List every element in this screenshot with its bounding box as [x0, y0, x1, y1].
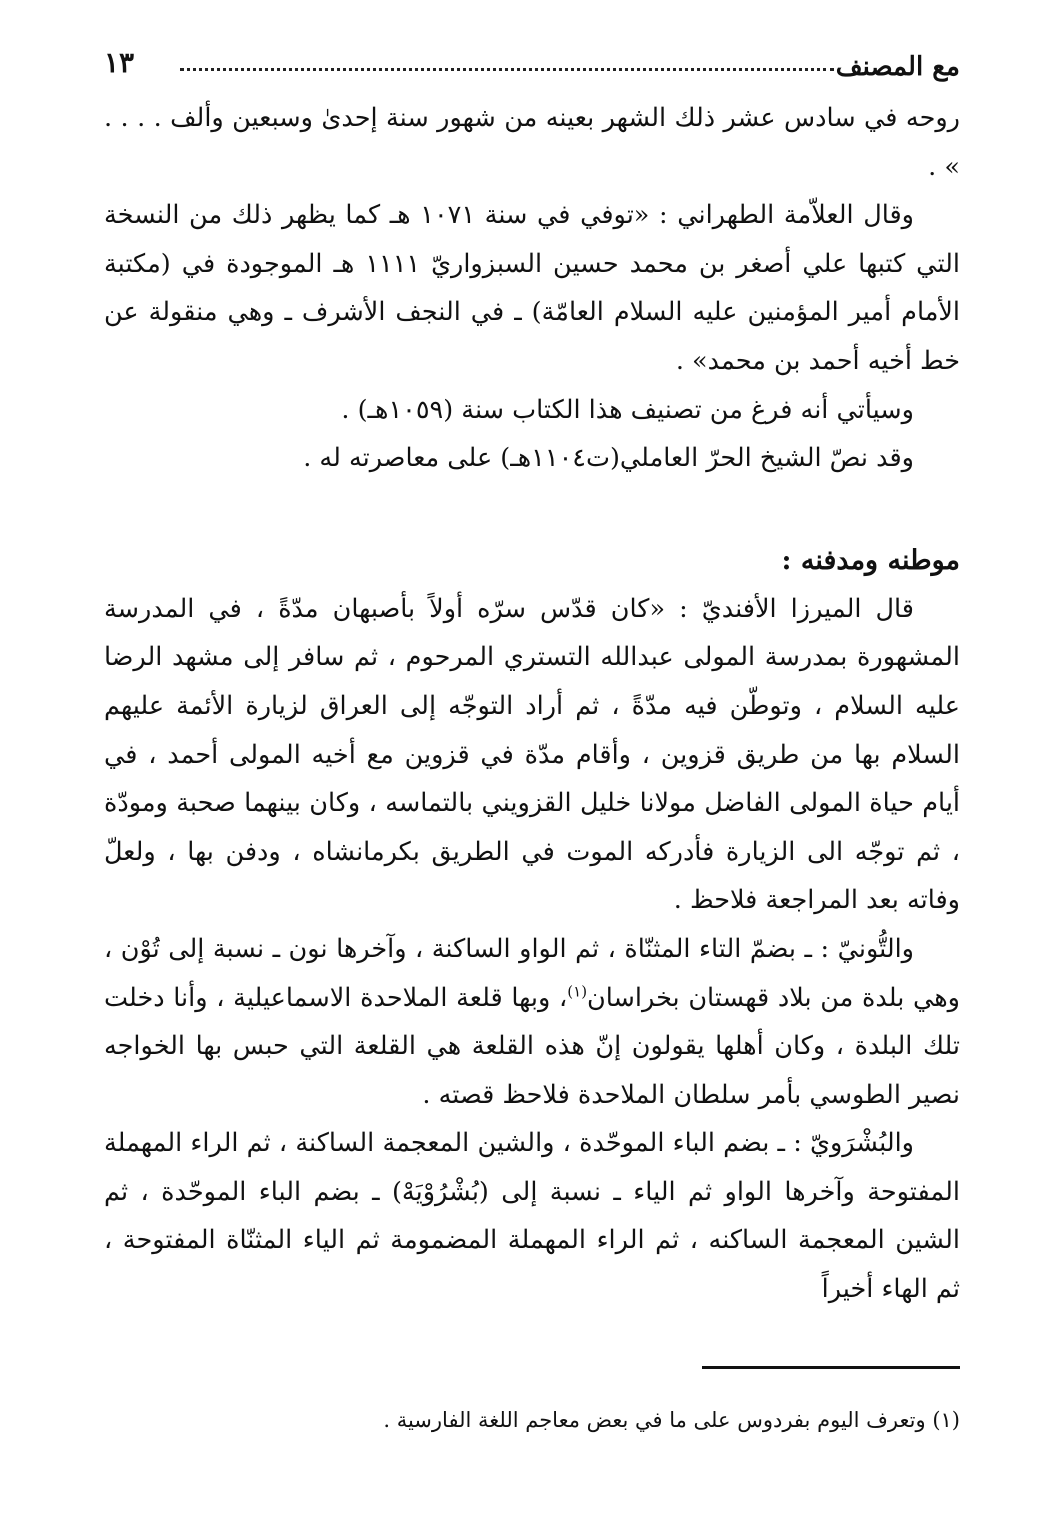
- footnote: (١) وتعرف اليوم بفردوس على ما في بعض معاجم اللغة الفارسية .: [383, 1408, 960, 1432]
- header-dot-leader: [180, 54, 834, 71]
- footnote-separator: [702, 1366, 960, 1369]
- footnote-reference[interactable]: (١): [567, 982, 588, 1000]
- section-spacer: [104, 483, 960, 537]
- paragraph-tehrani-quote: وقال العلاّمة الطهراني : «توفي في سنة ١٠٧١ هـ كما يظهر ذلك من النسخة التي كتبها علي أصغر بن محمد حسين السبزواريّ ١١١١ هـ الموجودة في (مكتبة الأمام أمير المؤمنين عليه السلام العامّة) ـ في النجف الأشرف ـ وهي منقولة عن خط أخيه أحمد بن محمد» .: [104, 200, 960, 376]
- page-number: ١٣: [104, 46, 135, 79]
- book-page: [104, 36, 960, 1496]
- paragraph-tuni-end: ، وبها قلعة الملاحدة الاسماعيلية ، وأنا دخلت تلك البلدة ، وكان أهلها يقولون إنّ هذه القلعة هي القلعة التي حبس بها الخواجه نصير الطوسي بأمر سلطان الملاحدة فلاحظ قصته .: [104, 982, 960, 1110]
- paragraph-completion-date: وسيأتي أنه فرغ من تصنيف هذا الكتاب سنة (١٠٥٩هـ) .: [341, 394, 914, 425]
- paragraph-afandi-quote: قال الميرزا الأفنديّ : «كان قدّس سرّه أولاً بأصبهان مدّةً ، في المدرسة المشهورة بمدرسة المولى عبدالله التستري المرحوم ، ثم سافر إلى مشهد الرضا عليه السلام ، وتوطّن فيه مدّةً ، ثم أراد التوجّه إلى العراق لزيارة الأئمة عليهم السلام بها من طريق قزوين ، وأقام مدّة في قزوين مع أخيه المولى أحمد ، في أيام حياة المولى الفاضل مولانا خليل القزويني بالتماسه ، وكان بينهما صحبة ومودّة ، ثم توجّه الى الزيارة فأدركه الموت في الطريق بكرمانشاه ، ودفن بها ، ولعلّ وفاته بعد المراجعة فلاحظ .: [104, 593, 960, 916]
- section-heading: موطنه ومدفنه :: [781, 544, 960, 576]
- paragraph-hurr-amili: وقد نصّ الشيخ الحرّ العاملي(ت١١٠٤هـ) على معاصرته له .: [303, 443, 914, 474]
- running-header-title: مع المصنف: [835, 52, 960, 82]
- running-header: [104, 36, 960, 94]
- paragraph-continuation: روحه في سادس عشر ذلك الشهر بعينه من شهور سنة إحدىٰ وسبعين وألف . . . . » .: [104, 103, 960, 182]
- paragraph-bushrawi: والبُشْرَويّ : ـ بضم الباء الموحّدة ، والشين المعجمة الساكنة ، ثم الراء المهملة المفتوحة وآخرها الواو ثم الياء ـ نسبة إلى (بُشْرُوْيَهْ) ـ بضم الباء الموحّدة ، ثم الشين المعجمة الساكنه ، ثم الراء المهملة المضمومة ثم الياء المثنّاة المفتوحة ، ثم الهاء أخيراً: [104, 1128, 960, 1305]
- paragraph-tuni: [104, 925, 960, 1119]
- paragraph-tuni-start: والتُّونيّ : ـ بضمّ التاء المثنّاة ، ثم الواو الساكنة ، وآخرها نون ـ نسبة إلى تُوْن ، وهي بلدة من بلاد قهستان بخراسان: [104, 933, 961, 1013]
